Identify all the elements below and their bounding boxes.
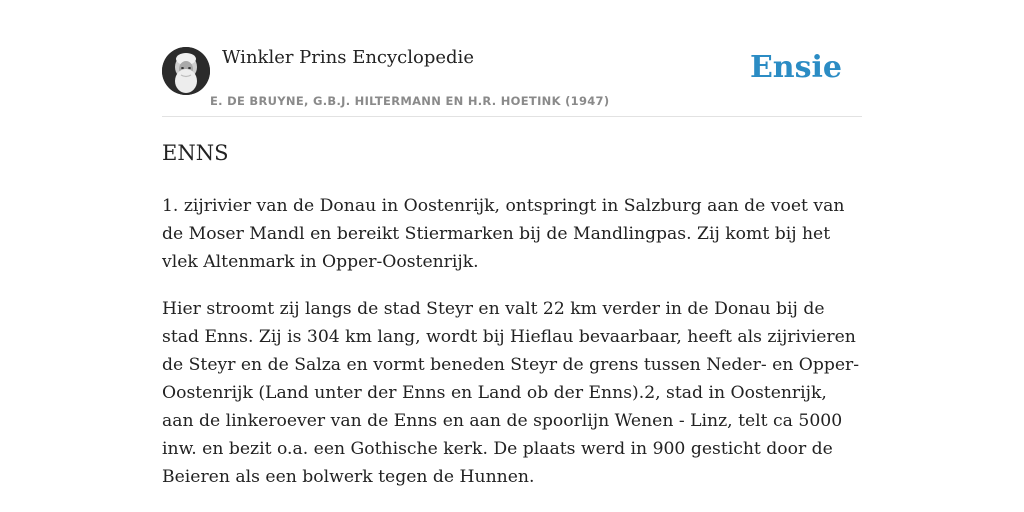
article-paragraph: 1. zijrivier van de Donau in Oostenrijk, ontspringt in Salzburg aan de voet van de Moser Mandl en bereikt Stiermarken bij de Mandlingpas. Zij komt bij het vlek Altenmark in Opper-Oostenrijk.	[162, 196, 845, 272]
bearded-man-portrait-icon	[162, 47, 210, 95]
ensie-logo[interactable]: Ensie	[749, 50, 842, 85]
source-authors: E. DE BRUYNE, G.B.J. HILTERMANN EN H.R. HOETINK (1947)	[210, 94, 610, 108]
author-avatar[interactable]	[162, 47, 210, 95]
source-title[interactable]: Winkler Prins Encyclopedie	[222, 47, 474, 68]
article-paragraph: Hier stroomt zij langs de stad Steyr en valt 22 km verder in de Donau bij de stad Enns. Zij is 304 km lang, wordt bij Hieflau bevaarbaar, heeft als zijrivieren de Steyr en de Salza en vormt beneden Steyr de grens tussen Neder- en Opper-Oostenrijk (Land unter der Enns en Land ob der Enns).2, stad in Oostenrijk, aan de linkeroever van de Enns en aan de spoorlijn Wenen - Linz, telt ca 5000 inw. en bezit o.a. een Gothische kerk. De plaats werd in 900 gesticht door de Beieren als een bolwerk tegen de Hunnen.	[162, 299, 860, 487]
article-title: ENNS	[162, 141, 229, 165]
source-header	[162, 44, 862, 117]
